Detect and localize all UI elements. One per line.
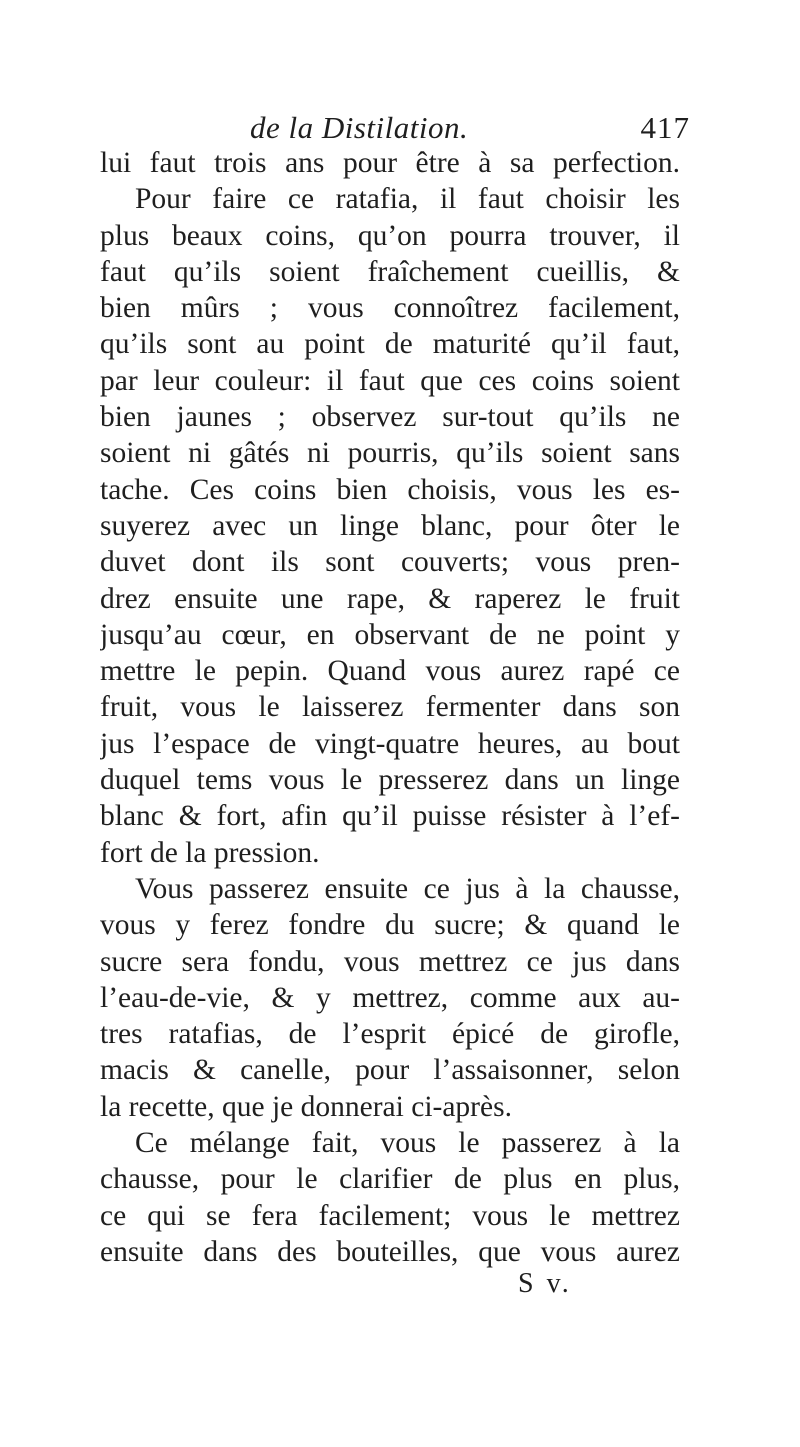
text-line: chausse, pour le clarifier de plus en plus, <box>100 1163 680 1196</box>
text-line: soient ni gâtés ni pourris, qu’ils soient sans <box>100 437 680 470</box>
text-line: Pour faire ce ratafia, il faut choisir les <box>135 183 680 216</box>
text-line: duquel tems vous le presserez dans un linge <box>100 764 680 797</box>
text-line: lui faut trois ans pour être à sa perfection. <box>100 147 680 179</box>
text-line: l’eau-de-vie, & y mettrez, comme aux au- <box>100 981 680 1014</box>
text-line: par leur couleur: il faut que ces coins soient <box>100 364 680 397</box>
running-title: de la Distilation. <box>250 110 469 145</box>
text-line: Vous passerez ensuite ce jus à la chausse, <box>135 872 680 905</box>
text-line: fort de la pression. <box>100 836 320 869</box>
text-line: ce qui se fera facilement; vous le mettrez <box>100 1199 680 1232</box>
text-line: Ce mélange fait, vous le passerez à la <box>135 1127 680 1160</box>
text-line: bien jaunes ; observez sur-tout qu’ils ne <box>100 401 680 434</box>
text-line: la recette, que je donnerai ci-après. <box>100 1090 512 1123</box>
page-number: 417 <box>640 110 690 145</box>
text-line: drez ensuite une rape, & raperez le fruit <box>100 582 680 615</box>
text-line: sucre sera fondu, vous mettrez ce jus dans <box>100 945 680 978</box>
text-line: vous y ferez fondre du sucre; & quand le <box>100 909 680 942</box>
text-line: plus beaux coins, qu’on pourra trouver, il <box>100 219 680 252</box>
text-line: qu’ils sont au point de maturité qu’il faut, <box>100 328 680 361</box>
text-line: ensuite dans des bouteilles, que vous aurez <box>100 1235 680 1268</box>
text-line: jus l’espace de vingt-quatre heures, au bout <box>100 727 680 760</box>
text-line: suyerez avec un linge blanc, pour ôter le <box>100 509 680 542</box>
text-line: blanc & fort, afin qu’il puisse résister à l’ef- <box>100 800 680 833</box>
text-line: bien mûrs ; vous connoîtrez facilement, <box>100 292 680 325</box>
text-line: jusqu’au cœur, en observant de ne point y <box>100 618 680 651</box>
page-header <box>250 108 690 148</box>
text-line: tres ratafias, de l’esprit épicé de girofle, <box>100 1018 680 1051</box>
text-line: fruit, vous le laisserez fermenter dans son <box>100 691 680 724</box>
text-line: mettre le pepin. Quand vous aurez rapé ce <box>100 655 680 688</box>
text-line: faut qu’ils soient fraîchement cueillis, & <box>100 255 680 288</box>
text-line: macis & canelle, pour l’assaisonner, selon <box>100 1054 680 1087</box>
text-line: tache. Ces coins bien choisis, vous les es- <box>100 473 680 506</box>
body-text <box>100 145 680 1270</box>
signature-mark: S v. <box>518 1268 572 1299</box>
text-line: duvet dont ils sont couverts; vous pren- <box>100 546 680 579</box>
